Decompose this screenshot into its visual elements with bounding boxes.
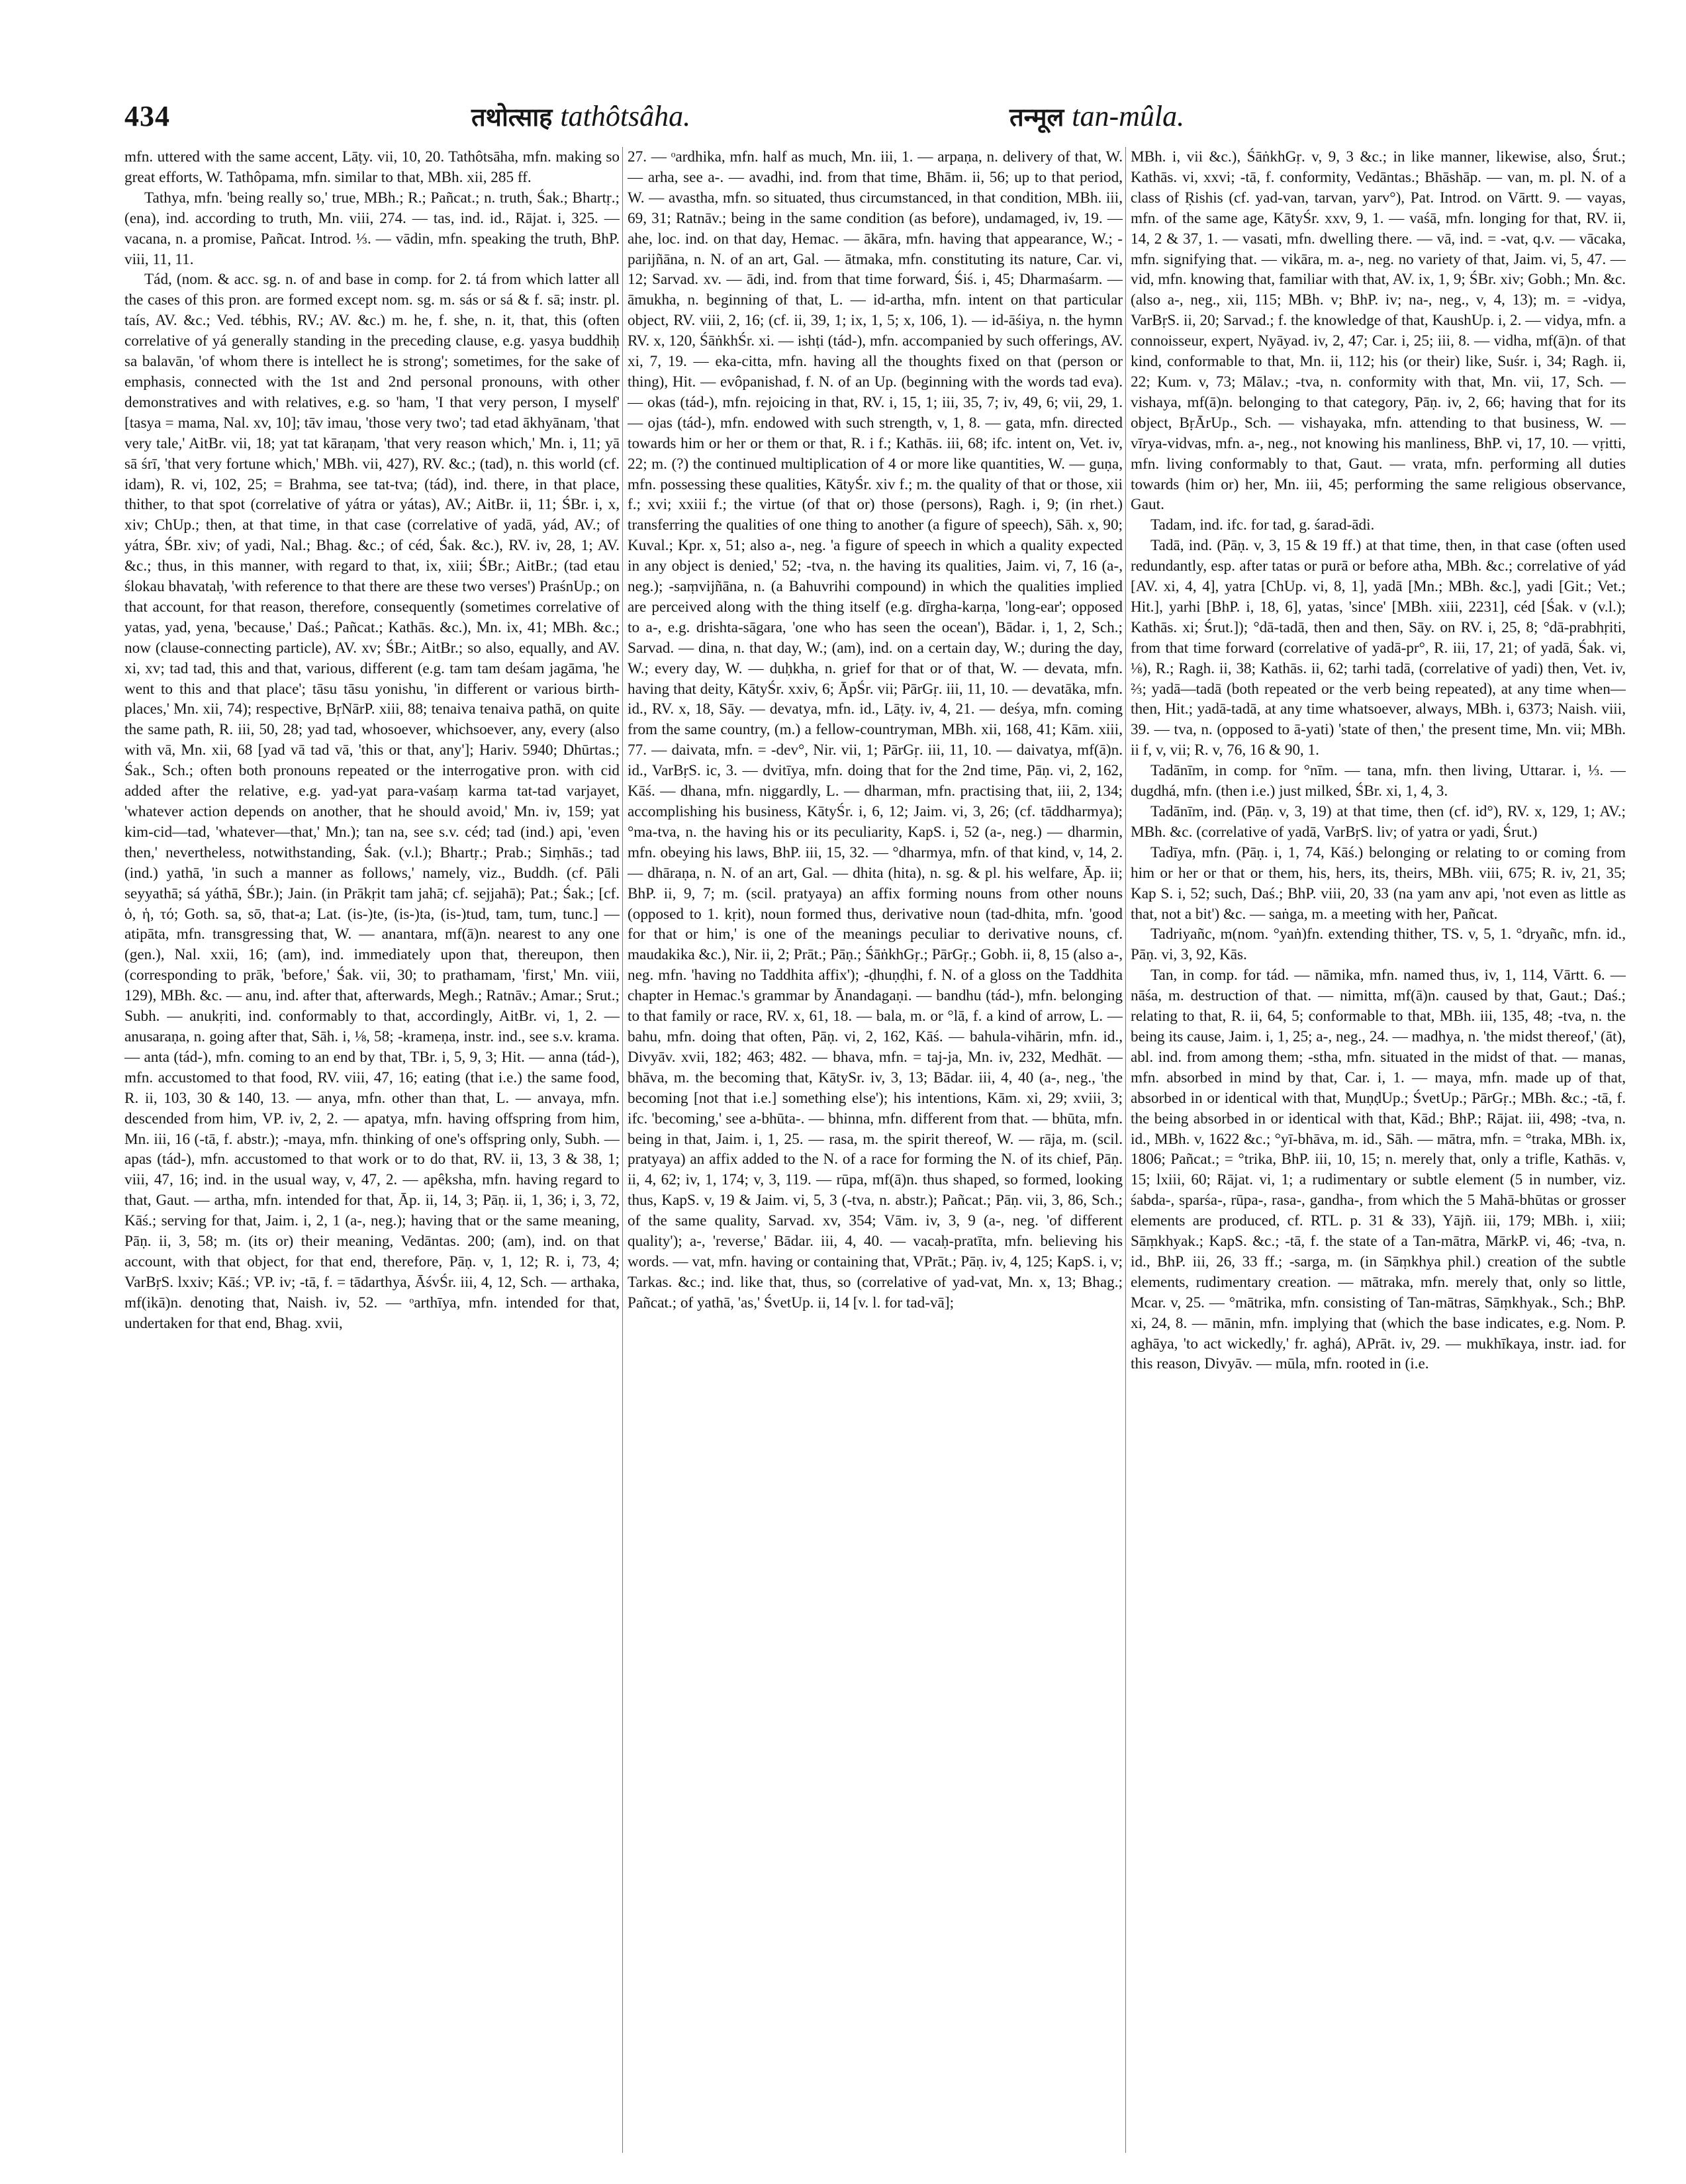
entry-paragraph: Tadam, ind. ifc. for tad, g. śarad-ādi. [1150,516,1375,534]
entry-paragraph: mfn. uttered with the same accent, Lāṭy. vii, 10, 20. Tathôtsāha, mfn. making so great efforts, W. Tathôpama, mfn. similar to that, MBh. xii, 285 ff. [124,148,620,186]
right-running-head [1009,99,1184,134]
left-running-head [471,99,690,134]
entry-paragraph: Tadā, ind. (Pāṇ. v, 3, 15 & 19 ff.) at that time, then, in that case (often used redundantly, esp. after tatas or purā or before atha, MBh. &c.; correlative of yád [AV. xi, 4, 4], yatra [ChUp. vi, 8, 1], yadā [Mn.; MBh. &c.], yadi [Git.; Vet.; Hit.], yarhi [BhP. i, 18, 6], yatas, 'since' [MBh. xiii, 2231], céd [Śak. v (v.l.); Kathās. xi; Śrut.]); °dā-tadā, then and then, Sāy. on RV. i, 25, 8; °dā-prabhṛiti, from that time forward (correlative of yadā-pr°, R. iii, 17, 21; of yadā, Śak. vi, ⅛), R.; Ragh. ii, 38; Kathās. ii, 62; tarhi tadā, (correlative of yadi) then, Vet. iv, ⅔; yadā—tadā (both repeated or the verb being repeated), at any time when—then, Hit.; yadā-tadā, at any time whatsoever, always, MBh. i, 6373; Naish. viii, 39. — tva, n. (opposed to ā-yati) 'state of then,' the present time, Mn. vii; MBh. ii f, v, vii; R. v, 76, 16 & 90, 1. [1131,537,1626,759]
entry-paragraph: Tadīya, mfn. (Pāṇ. i, 1, 74, Kāś.) belonging or relating to or coming from him or her or that or them, his, hers, its, theirs, MBh. viii, 675; R. iv, 21, 35; Kap S. i, 52; such, Daś.; BhP. viii, 20, 33 (na yam anv api, 'not even as little as that, not a bit') &c. — saṅga, m. a meeting with her, Pañcat. [1131,843,1626,923]
entry-paragraph: Tathya, mfn. 'being really so,' true, MBh.; R.; Pañcat.; n. truth, Śak.; Bhartṛ.; (ena), ind. according to truth, Mn. viii, 274. — tas, ind. id., Rājat. i, 325. — vacana, n. a promise, Pañcat. Introd. ⅓. — vādin, mfn. speaking the truth, BhP. viii, 11, 11. [124,189,620,268]
column-3 [1131,147,1626,2146]
column-2 [628,147,1123,2146]
right-head-devanagari: तन्मूल [1009,103,1064,132]
entry-paragraph: MBh. i, vii &c.), ŚāṅkhGṛ. v, 9, 3 &c.; in like manner, likewise, also, Śrut.; Kathās. vi, xxvi; -tā, f. conformity, Vedāntas.; Bhāshāp. — van, m. pl. N. of a class of Ṛishis (cf. yad-van, tarvan, yarv°), Pat. Introd. on Vārtt. 9. — vayas, mfn. of the same age, KātyŚr. xxv, 9, 1. — vaśā, mfn. longing for that, RV. ii, 14, 2 & 37, 1. — vasati, mfn. dwelling there. — vā, ind. = -vat, q.v. — vācaka, mfn. signifying that. — vikāra, m. a-, neg. no variety of that, Jaim. vi, 5, 47. — vid, mfn. knowing that, familiar with that, AV. ix, 1, 9; ŚBr. xiv; Gobh.; Mn. &c. (also a-, neg., xii, 115; MBh. v; BhP. iv; na-, neg., v, 4, 13); m. = -vidya, VarBṛS. ii, 20; Sarvad.; f. the knowledge of that, KaushUp. i, 2. — vidya, mfn. a connoisseur, expert, Nyāyad. iv, 2, 47; Car. i, 25; iii, 8. — vidha, mf(ā)n. of that kind, conformable to that, Mn. ii, 112; his (or their) like, Suśr. i, 34; Ragh. ii, 22; Kum. v, 73; Mālav.; -tva, n. conformity with that, Mn. vii, 17, Sch. — vishaya, mf(ā)n. belonging to that category, Pāṇ. iv, 2, 66; having that for its object, BṛĀrUp., Sch. — vishayaka, mfn. attending to that business, W. — vīrya-vidvas, mfn. a-, neg., not knowing his manliness, BhP. vi, 17, 10. — vṛitti, mfn. living conformably to that, Gaut. — vrata, mfn. performing all duties towards (him or) her, Mn. iii, 45; performing the same religious observance, Gaut. [1131,148,1626,514]
left-head-latin: tathôtsâha. [560,100,691,132]
entry-paragraph: Tadānīm, in comp. for °nīm. — tana, mfn. then living, Uttarar. i, ⅓. — dugdhá, mfn. (then i.e.) just milked, ŚBr. xi, 1, 4, 3. [1131,762,1626,800]
left-head-devanagari: तथोत्साह [471,103,553,132]
entry-paragraph: Tadriyañc, m(nom. °yaṅ)fn. extending thither, TS. v, 5, 1. °dryañc, mfn. id., Pāṇ. vi, 3, 92, Kās. [1131,926,1626,964]
entry-paragraph: Tan, in comp. for tád. — nāmika, mfn. named thus, iv, 1, 114, Vārtt. 6. — nāśa, m. destruction of that. — nimitta, mf(ā)n. caused by that, Gaut.; Daś.; relating to that, R. ii, 64, 5; conformable to that, MBh. iii, 135, 48; -tva, n. the being its cause, Jaim. i, 1, 25; a-, neg., 24. — madhya, n. 'the midst thereof,' (āt), abl. ind. from among them; -stha, mfn. situated in the midst of that. — manas, mfn. absorbed in mind by that, Car. i, 1. — maya, mfn. made up of that, absorbed in or identical with that, MuṇḍUp.; ŚvetUp.; PārGṛ.; MBh. &c.; -tā, f. the being absorbed in or identical with that, Kād.; BhP.; Rājat. iii, 498; -tva, n. id., MBh. v, 1622 &c.; °yī-bhāva, m. id., Sāh. — mātra, mfn. = °traka, MBh. ix, 1806; Pañcat.; = °trika, BhP. iii, 10, 15; n. merely that, only a trifle, Kathās. v, 15; lxiii, 60; Rājat. vi, 1; a rudimentary or subtle element (5 in number, viz. śabda-, sparśa-, rūpa-, rasa-, gandha-, from which the 5 Mahā-bhūtas or grosser elements are produced, cf. RTL. p. 31 & 33), Yājñ. iii, 179; MBh. i, xiii; Sāṃkhyak.; KapS. &c.; -tā, f. the state of a Tan-mātra, MārkP. vi, 46; -tva, n. id., BhP. iii, 26, 33 ff.; -sarga, m. (in Sāṃkhya phil.) creation of the subtle elements, rudimentary creation. — mātraka, mfn. merely that, only so little, Mcar. v, 25. — °mātrika, mfn. consisting of Tan-mātras, Sāṃkhyak., Sch.; BhP. xi, 24, 8. — mānin, mfn. implying that (which the base indicates, e.g. Nom. P. aghāya, 'to act wickedly,' fr. aghá), APrāt. iv, 29. — mukhīkaya, instr. iad. for this reason, Divyāv. — mūla, mfn. rooted in (i.e. [1131,967,1626,1373]
column-1 [124,147,620,2146]
entry-paragraph: Tád, (nom. & acc. sg. n. of and base in comp. for 2. tá from which latter all the cases of this pron. are formed except nom. sg. m. sás or sá & f. sā; instr. pl. taís, AV. &c.; Ved. tébhis, RV.; AV. &c.) m. he, f. she, n. it, that, this (often correlative of yá generally standing in the preceding clause, e.g. yasya buddhiḥ sa balavān, 'of whom there is intellect he is strong'; sometimes, for the sake of emphasis, connected with the 1st and 2nd personal pronouns, with other demonstratives and with relatives, e.g. so 'ham, 'I that very person, I myself' [tasya = mama, Nal. xv, 10]; tāv imau, 'those very two'; tad etad ākhyānam, 'that very tale,' AitBr. vii, 18; yat tat kāraṇam, 'that very reason which,' Mn. i, 11; yā sā śrī, 'that very fortune which,' MBh. vii, 427), RV. &c.; (tad), n. this world (cf. idam), R. vi, 102, 25; = Brahma, see tat-tva; (tád), ind. there, in that place, thither, to that spot (correlative of yátra or yátas), AV.; AitBr. ii, 11; ŚBr. i, x, xiv; ChUp.; then, at that time, in that case (correlative of yadā, yád, AV.; of yátra, ŚBr. xiv; of yadi, Nal.; Bhag. &c.; of céd, Śak. &c.), RV. iv, 28, 1; AV. &c.; thus, in this manner, with regard to that, ix, xiii; ŚBr.; AitBr.; (tad etau ślokau bhavataḥ, 'with reference to that there are these two verses') PraśnUp.; on that account, for that reason, therefore, consequently (sometimes correlative of yatas, yad, yena, 'because,' Daś.; Pañcat.; Kathās. &c.), Mn. ix, 41; MBh. &c.; now (clause-connecting particle), AV. xv; ŚBr.; AitBr.; so also, equally, and AV. xi, xv; tad tad, this and that, various, different (e.g. tam tam deśam jagāma, 'he went to this and that place'; tāsu tāsu yonishu, 'in different or various birth-places,' Mn. xii, 74); respective, BṛNārP. xiii, 88; tenaiva tenaiva pathā, on quite the same path, R. iii, 50, 28; yad tad, whosoever, whichsoever, any, every (also with vā, Mn. xii, 68 [yad vā tad vā, 'this or that, any']; Hariv. 5940; Dhūrtas.; Śak., Sch.; often both pronouns repeated or the interrogative pron. with cid added after the relative, e.g. yad-yat para-vaśaṃ karma tat-tad varjayet, 'whatever action depends on another, that he should avoid,' Mn. iv, 159; yat kim-cid—tad, 'whatever—that,' Mn.); tan na, see s.v. céd; tad (ind.) api, 'even then,' nevertheless, notwithstanding, Śak. (v.l.); Bhartṛ.; Prab.; Siṃhās.; tad (ind.) yathā, 'in such a manner as follows,' namely, viz., Buddh. (cf. Pāli seyyathā; sá yáthā, ŚBr.); Jain. (in Prākṛit tam jahā; cf. sejjahā); Pat.; Śak.; [cf. ὁ, ἡ, τό; Goth. sa, sō, that-a; Lat. (is-)te, (is-)ta, (is-)tud, tam, tum, tunc.] — atipāta, mfn. transgressing that, W. — anantara, mf(ā)n. nearest to any one (gen.), Nal. xxii, 16; (am), ind. immediately upon that, thereupon, then (corresponding to prāk, 'before,' Śak. vii, 30; to prathamam, 'first,' Mn. viii, 129), MBh. &c. — anu, ind. after that, afterwards, Megh.; Ratnāv.; Amar.; Srut.; Subh. — anukṛiti, ind. conformably to that, accordingly, AitBr. vi, 1, 2. — anusaraṇa, n. going after that, Sāh. i, ⅛, 58; -krameṇa, instr. ind., see s.v. krama. — anta (tád-), mfn. coming to an end by that, TBr. i, 5, 9, 3; Hit. — anna (tád-), mfn. accustomed to that food, RV. viii, 47, 16; eating (that i.e.) the same food, R. ii, 103, 30 & 140, 13. — anya, mfn. other than that, L. — anvaya, mfn. descended from him, VP. iv, 2, 2. — apatya, mfn. having offspring from him, Mn. iii, 16 (-tā, f. abstr.); -maya, mfn. thinking of one's offspring only, Subh. — apas (tád-), mfn. accustomed to that work or to do that, RV. ii, 13, 3 & 38, 1; viii, 47, 16; ind. in the usual way, v, 47, 2. — apêksha, mfn. having regard to that, Gaut. — artha, mfn. intended for that, Āp. ii, 14, 3; Pāṇ. ii, 1, 36; i, 3, 72, Kāś.; serving for that, Jaim. i, 2, 1 (a-, neg.); having that or the same meaning, Pāṇ. ii, 3, 58; m. (its or) their meaning, Vedāntas. 200; (am), ind. on that account, with that object, for that end, therefore, Pāṇ. v, 1, 12; R. i, 73, 4; VarBṛS. lxxiv; Kāś.; VP. iv; -tā, f. = tādarthya, ĀśvŚr. iii, 4, 12, Sch. — arthaka, mf(ikā)n. denoting that, Naish. iv, 52. — ᵒarthīya, mfn. intended for that, undertaken for that end, Bhag. xvii, [124,271,620,1332]
right-head-latin: tan-mûla. [1072,100,1185,132]
entry-paragraph: Tadānīm, ind. (Pāṇ. v, 3, 19) at that time, then (cf. id°), RV. x, 129, 1; AV.; MBh. &c. (correlative of yadā, VarBṛS. liv; of yatra or yadi, Śrut.) [1131,803,1626,841]
column-divider [622,147,623,2153]
page-number: 434 [124,100,170,132]
column-divider [1125,147,1126,2153]
entry-paragraph: 27. — ᵒardhika, mfn. half as much, Mn. iii, 1. — arpaṇa, n. delivery of that, W. — arha, see a-. — avadhi, ind. from that time, Bhām. ii, 56; up to that period, W. — avastha, mfn. so situated, thus circumstanced, in that condition, MBh. iii, 69, 31; Ratnāv.; being in the same condition (as before), undamaged, iv, 19. — ahe, loc. ind. on that day, Hemac. — ākāra, mfn. having that appearance, W.; -parijñāna, n. N. of an art, Gal. — ātmaka, mfn. constituting its nature, Car. vi, 12; Sarvad. xv. — ādi, ind. from that time forward, Śiś. i, 45; Dharmaśarm. — āmukha, n. beginning of that, L. — id-artha, mfn. intent on that particular object, RV. viii, 2, 16; (cf. ii, 39, 1; ix, 1, 5; x, 106, 1). — id-āśiya, n. the hymn RV. x, 120, ŚāṅkhŚr. xi. — ishṭi (tád-), mfn. accompanied by such offerings, AV. xi, 7, 19. — eka-citta, mfn. having all the thoughts fixed on that (person or thing), Hit. — evôpanishad, f. N. of an Up. (beginning with the words tad eva). — okas (tád-), mfn. rejoicing in that, RV. i, 15, 1; iii, 35, 7; iv, 49, 6; vii, 29, 1. — ojas (tád-), mfn. endowed with such strength, v, 1, 8. — gata, mfn. directed towards him or her or them or that, R. i f.; Kathās. iii, 68; ifc. intent on, Vet. iv, 22; m. (?) the continued multiplication of 4 or more like quantities, W. — guṇa, mfn. possessing these qualities, KātyŚr. xiv f.; m. the quality of that or those, xii f.; xvi; xxiii f.; the virtue (of that or) those (persons), Ragh. i, 9; (in rhet.) transferring the qualities of one thing to another (a figure of speech), Sāh. x, 90; Kuval.; Kpr. x, 51; also a-, neg. 'a figure of speech in which a quality expected in any object is denied,' 52; -tva, n. the having its qualities, Jaim. vi, 7, 16 (a-, neg.); -saṃvijñāna, n. (a Bahuvrihi compound) in which the qualities implied are perceived along with the thing itself (e.g. dīrgha-karṇa, 'long-ear'; opposed to a-, e.g. drishta-sāgara, 'one who has seen the ocean'), Bādar. i, 1, 2, Sch.; Sarvad. — dina, n. that day, W.; (am), ind. on a certain day, W.; during the day, W.; every day, W. — duḥkha, n. grief for that or of that, W. — devata, mfn. having that deity, KātyŚr. xxiv, 6; ĀpŚr. vii; PārGṛ. iii, 11, 10. — devatāka, mfn. id., RV. x, 18, Sāy. — devatya, mfn. id., Lāṭy. iv, 4, 21. — deśya, mfn. coming from the same country, (m.) a fellow-countryman, MBh. xii, 168, 41; Kām. xiii, 77. — daivata, mfn. = -dev°, Nir. vii, 1; PārGṛ. iii, 11, 10. — daivatya, mf(ā)n. id., VarBṛS. ic, 3. — dvitīya, mfn. doing that for the 2nd time, Pāṇ. vi, 2, 162, Kāś. — dhana, mfn. niggardly, L. — dharman, mfn. practising that, iii, 2, 134; accomplishing his business, KātyŚr. i, 6, 12; Jaim. vi, 3, 26; (cf. tāddharmya); °ma-tva, n. the having his or its peculiarity, KapS. i, 52 (a-, neg.) — dharmin, mfn. obeying his laws, BhP. iii, 15, 32. — °dharmya, mfn. of that kind, v, 14, 2. — dhāraṇa, n. N. of an art, Gal. — dhita (hita), n. sg. & pl. his welfare, Āp. ii; BhP. ii, 9, 7; m. (scil. pratyaya) an affix forming nouns from other nouns (opposed to 1. kṛit), noun formed thus, derivative noun (tad-dhita, mfn. 'good for that or him,' is one of the meanings peculiar to derivative nouns, cf. maudakika &c.), Nir. ii, 2; Prāt.; Pāṇ.; ŚāṅkhGṛ.; PārGṛ.; Gobh. ii, 8, 15 (also a-, neg. mfn. 'having no Taddhita affix'); -ḍhuṇḍhi, f. N. of a gloss on the Taddhita chapter in Hemac.'s grammar by Ānandagaṇi. — bandhu (tád-), mfn. belonging to that family or race, RV. x, 61, 18. — bala, m. or °lā, f. a kind of arrow, L. — bahu, mfn. doing that often, Pāṇ. vi, 2, 162, Kāś. — bahula-vihārin, mfn. id., Divyāv. xvii, 182; 463; 482. — bhava, mfn. = taj-ja, Mn. iv, 232, Medhāt. — bhāva, m. the becoming that, KātySr. iv, 3, 13; Bādar. iii, 4, 40 (a-, neg., 'the becoming [not that i.e.] something else'); his intentions, Kām. xi, 29; xviii, 3; ifc. 'becoming,' see a-bhūta-. — bhinna, mfn. different from that. — bhūta, mfn. being in that, Jaim. i, 1, 25. — rasa, m. the spirit thereof, W. — rāja, m. (scil. pratyaya) an affix added to the N. of a race for forming the N. of its chief, Pāṇ. ii, 4, 62; iv, 1, 174; v, 3, 119. — rūpa, mf(ā)n. thus shaped, so formed, looking thus, KapS. v, 19 & Jaim. vi, 5, 3 (-tva, n. abstr.); Pañcat.; Pāṇ. vii, 3, 86, Sch.; of the same quality, Sarvad. xv, 354; Vām. iv, 3, 9 (a-, neg. 'of different quality'); a-, 'reverse,' Bādar. iii, 4, 40. — vacaḥ-pratīta, mfn. believing his words. — vat, mfn. having or containing that, VPrāt.; Pāṇ. iv, 4, 125; KapS. i, v; Tarkas. &c.; ind. like that, thus, so (correlative of yad-vat, Mn. x, 13; Bhag.; Pañcat.; of yathā, 'as,' ŚvetUp. ii, 14 [v. l. for tad-vā]; [628,148,1123,1311]
